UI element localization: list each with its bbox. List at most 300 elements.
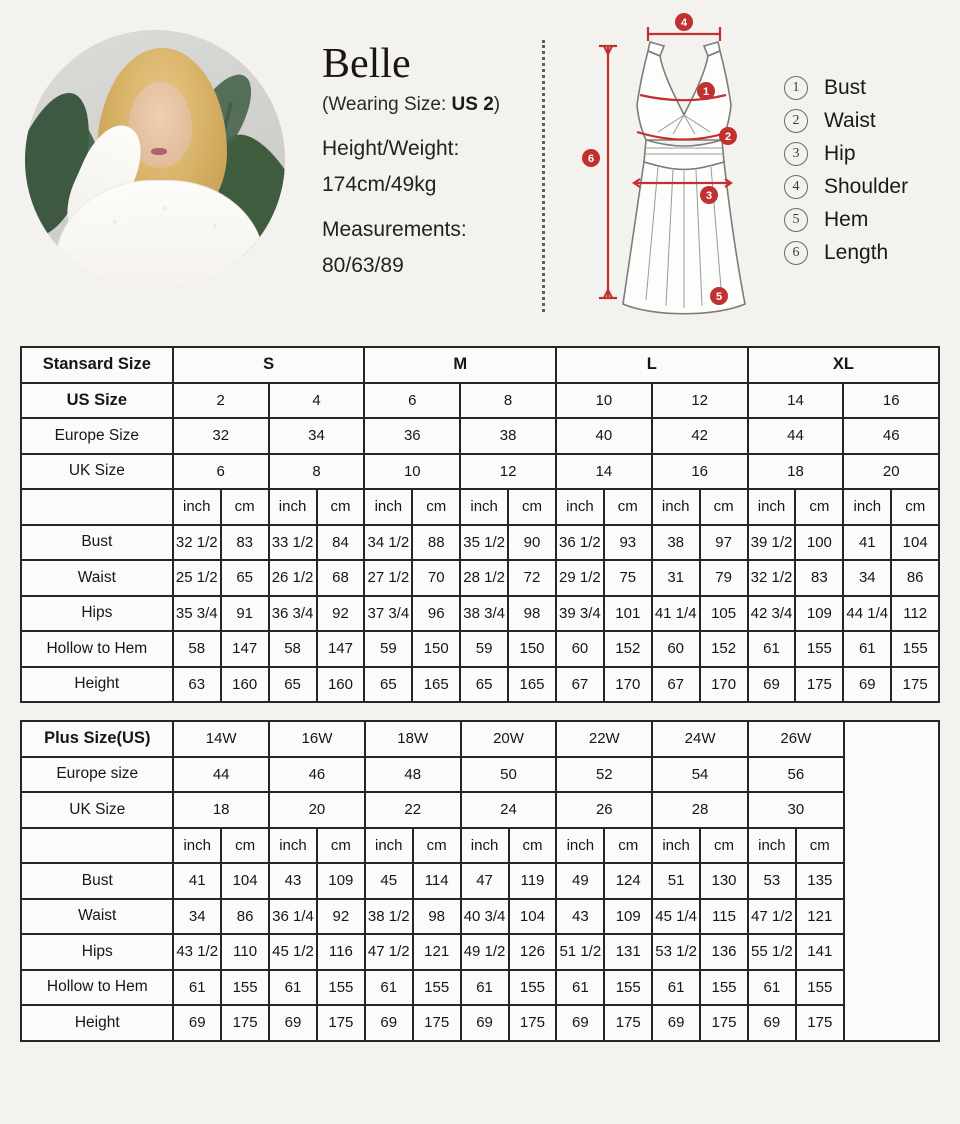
- measure-value: 37 3/4: [364, 596, 412, 632]
- svg-text:4: 4: [680, 17, 688, 29]
- unit-header: cm: [221, 828, 269, 864]
- legend-number-icon: 3: [784, 142, 808, 166]
- measure-value: 155: [413, 970, 461, 1006]
- measure-value: 175: [317, 1005, 365, 1041]
- measure-value: 68: [317, 560, 365, 596]
- measurements-value: 80/63/89: [322, 254, 404, 278]
- unit-header: inch: [843, 489, 891, 525]
- wearing-size-prefix: (Wearing Size:: [322, 94, 452, 116]
- europe-size-value: 48: [365, 757, 461, 793]
- model-info-block: [322, 42, 537, 278]
- uk-size-value: 12: [460, 454, 556, 490]
- measure-value: 61: [269, 970, 317, 1006]
- measure-value: 41 1/4: [652, 596, 700, 632]
- table-row: [21, 596, 939, 632]
- us-size-value: 16: [843, 383, 939, 419]
- svg-text:1: 1: [702, 86, 710, 98]
- measure-value: 92: [317, 899, 365, 935]
- us-size-value: 8: [460, 383, 556, 419]
- measure-value: 32 1/2: [748, 560, 796, 596]
- measure-value: 155: [796, 970, 844, 1006]
- plus-size-value: 18W: [365, 721, 461, 757]
- uk-size-value: 14: [556, 454, 652, 490]
- measure-value: 97: [700, 525, 748, 561]
- measure-value: 65: [460, 667, 508, 703]
- measure-value: 160: [221, 667, 269, 703]
- measure-value: 61: [748, 970, 796, 1006]
- unit-header: cm: [508, 489, 556, 525]
- unit-header: inch: [269, 828, 317, 864]
- uk-size-label: UK Size: [21, 792, 173, 828]
- legend-item: [784, 175, 908, 199]
- uk-size-value: 26: [556, 792, 652, 828]
- plus-size-title: Plus Size(US): [21, 721, 173, 757]
- measure-row-label: Bust: [21, 863, 173, 899]
- measure-value: 104: [891, 525, 939, 561]
- table-row: [21, 721, 938, 757]
- measure-value: 155: [221, 970, 269, 1006]
- measure-value: 39 1/2: [748, 525, 796, 561]
- height-weight-label: Height/Weight:: [322, 137, 460, 161]
- brand-title: Belle: [322, 41, 411, 87]
- measure-value: 34: [173, 899, 221, 935]
- plus-size-value: 24W: [652, 721, 748, 757]
- wearing-size-line: [322, 94, 537, 116]
- unit-header: cm: [317, 828, 365, 864]
- measure-value: 101: [604, 596, 652, 632]
- measure-value: 61: [173, 970, 221, 1006]
- plus-size-value: 16W: [269, 721, 365, 757]
- measure-value: 150: [508, 631, 556, 667]
- svg-text:6: 6: [587, 153, 595, 165]
- measure-value: 69: [365, 1005, 413, 1041]
- measure-value: 75: [604, 560, 652, 596]
- measure-value: 92: [317, 596, 365, 632]
- measure-value: 38: [652, 525, 700, 561]
- legend-item: [784, 109, 908, 133]
- europe-size-value: 38: [460, 418, 556, 454]
- legend-item: [784, 241, 908, 265]
- measure-value: 170: [700, 667, 748, 703]
- measure-value: 69: [461, 1005, 509, 1041]
- wearing-size-suffix: ): [493, 94, 501, 116]
- measure-value: 155: [795, 631, 843, 667]
- size-group-header: XL: [748, 347, 940, 383]
- measure-value: 36 1/2: [556, 525, 604, 561]
- measure-value: 165: [412, 667, 460, 703]
- empty-trailing-column: [844, 721, 939, 1041]
- measure-value: 33 1/2: [269, 525, 317, 561]
- measure-value: 36 1/4: [269, 899, 317, 935]
- legend-number-icon: 5: [784, 208, 808, 232]
- measure-value: 61: [652, 970, 700, 1006]
- legend-label: Bust: [824, 76, 867, 99]
- measure-value: 93: [604, 525, 652, 561]
- measurements-label: Measurements:: [322, 218, 467, 242]
- uk-size-value: 6: [173, 454, 269, 490]
- measure-value: 155: [317, 970, 365, 1006]
- measure-value: 116: [317, 934, 365, 970]
- us-size-value: 4: [269, 383, 365, 419]
- uk-size-value: 8: [269, 454, 365, 490]
- measure-value: 41: [843, 525, 891, 561]
- measure-value: 84: [317, 525, 365, 561]
- measure-value: 58: [269, 631, 317, 667]
- unit-header: inch: [556, 489, 604, 525]
- measure-value: 121: [796, 899, 844, 935]
- table-row: [21, 418, 939, 454]
- measure-value: 29 1/2: [556, 560, 604, 596]
- measure-value: 59: [364, 631, 412, 667]
- measure-value: 119: [509, 863, 557, 899]
- measure-value: 126: [509, 934, 557, 970]
- measure-value: 45: [365, 863, 413, 899]
- table-row: [21, 757, 938, 793]
- measure-value: 69: [173, 1005, 221, 1041]
- table-row: [21, 970, 938, 1006]
- measure-value: 43: [556, 899, 604, 935]
- measure-value: 109: [604, 899, 652, 935]
- measure-value: 55 1/2: [748, 934, 796, 970]
- europe-size-label: Europe Size: [21, 418, 173, 454]
- us-size-value: 14: [748, 383, 844, 419]
- measure-value: 86: [221, 899, 269, 935]
- table-row: [21, 792, 938, 828]
- measure-value: 45 1/4: [652, 899, 700, 935]
- measure-value: 175: [796, 1005, 844, 1041]
- uk-size-value: 10: [364, 454, 460, 490]
- unit-header: cm: [412, 489, 460, 525]
- unit-header: cm: [221, 489, 269, 525]
- table-row: [21, 631, 939, 667]
- measure-value: 28 1/2: [460, 560, 508, 596]
- us-size-value: 10: [556, 383, 652, 419]
- measure-value: 53 1/2: [652, 934, 700, 970]
- measure-value: 41: [173, 863, 221, 899]
- unit-header: cm: [795, 489, 843, 525]
- measure-value: 175: [221, 1005, 269, 1041]
- unit-header: inch: [461, 828, 509, 864]
- uk-size-value: 22: [365, 792, 461, 828]
- measure-value: 39 3/4: [556, 596, 604, 632]
- measure-value: 83: [221, 525, 269, 561]
- measure-value: 121: [413, 934, 461, 970]
- table-row: [21, 667, 939, 703]
- measure-row-label: Hollow to Hem: [21, 631, 173, 667]
- measurement-legend: [784, 76, 908, 274]
- measure-value: 86: [891, 560, 939, 596]
- legend-label: Waist: [824, 109, 876, 132]
- legend-item: [784, 76, 908, 100]
- measure-value: 90: [508, 525, 556, 561]
- measure-value: 36 3/4: [269, 596, 317, 632]
- hero-section: [0, 0, 960, 338]
- measure-value: 109: [317, 863, 365, 899]
- measure-value: 155: [700, 970, 748, 1006]
- table-row: [21, 863, 938, 899]
- measure-value: 175: [700, 1005, 748, 1041]
- measure-value: 152: [700, 631, 748, 667]
- us-size-label: US Size: [21, 383, 173, 419]
- measure-value: 155: [509, 970, 557, 1006]
- measure-value: 175: [509, 1005, 557, 1041]
- europe-size-value: 46: [269, 757, 365, 793]
- size-group-header: M: [364, 347, 556, 383]
- measure-value: 53: [748, 863, 796, 899]
- measure-value: 32 1/2: [173, 525, 221, 561]
- measure-row-label: Height: [21, 667, 173, 703]
- height-weight-value: 174cm/49kg: [322, 173, 437, 197]
- measure-value: 35 1/2: [460, 525, 508, 561]
- measure-value: 60: [556, 631, 604, 667]
- unit-header: cm: [700, 828, 748, 864]
- measure-value: 135: [796, 863, 844, 899]
- wearing-size-value: US 2: [451, 94, 494, 116]
- measure-value: 61: [365, 970, 413, 1006]
- measure-value: 110: [221, 934, 269, 970]
- unit-header: cm: [796, 828, 844, 864]
- legend-label: Shoulder: [824, 175, 909, 198]
- measure-value: 175: [795, 667, 843, 703]
- measure-row-label: Height: [21, 1005, 173, 1041]
- measure-value: 152: [604, 631, 652, 667]
- unit-header: inch: [652, 489, 700, 525]
- table-row: [21, 525, 939, 561]
- dotted-divider: [542, 40, 545, 312]
- unit-header: cm: [604, 489, 652, 525]
- measure-value: 61: [748, 631, 796, 667]
- measure-value: 61: [843, 631, 891, 667]
- measure-value: 45 1/2: [269, 934, 317, 970]
- measure-value: 69: [748, 667, 796, 703]
- legend-item: [784, 208, 908, 232]
- svg-text:3: 3: [705, 190, 713, 202]
- measure-value: 34 1/2: [364, 525, 412, 561]
- table-row: [21, 347, 939, 383]
- measure-value: 69: [556, 1005, 604, 1041]
- us-size-value: 12: [652, 383, 748, 419]
- table-row: [21, 454, 939, 490]
- measure-value: 69: [843, 667, 891, 703]
- measure-value: 67: [556, 667, 604, 703]
- measure-value: 49 1/2: [461, 934, 509, 970]
- measure-value: 150: [412, 631, 460, 667]
- europe-size-value: 44: [173, 757, 269, 793]
- europe-size-label: Europe size: [21, 757, 173, 793]
- unit-header: cm: [891, 489, 939, 525]
- measure-value: 155: [604, 970, 652, 1006]
- us-size-value: 6: [364, 383, 460, 419]
- standard-size-title: Stansard Size: [21, 347, 173, 383]
- legend-number-icon: 1: [784, 76, 808, 100]
- measure-row-label: Waist: [21, 899, 173, 935]
- table-row: [21, 934, 938, 970]
- measure-value: 61: [556, 970, 604, 1006]
- measure-value: 147: [221, 631, 269, 667]
- europe-size-value: 50: [461, 757, 557, 793]
- uk-size-value: 28: [652, 792, 748, 828]
- measure-value: 83: [795, 560, 843, 596]
- unit-header: inch: [652, 828, 700, 864]
- measure-value: 175: [413, 1005, 461, 1041]
- empty-corner: [21, 489, 173, 525]
- plus-size-table: [20, 720, 939, 1042]
- measure-row-label: Hollow to Hem: [21, 970, 173, 1006]
- measure-value: 61: [461, 970, 509, 1006]
- table-row: [21, 489, 939, 525]
- uk-size-value: 18: [748, 454, 844, 490]
- table-row: [21, 828, 938, 864]
- size-group-header: L: [556, 347, 748, 383]
- measure-value: 130: [700, 863, 748, 899]
- measure-value: 40 3/4: [461, 899, 509, 935]
- measure-value: 105: [700, 596, 748, 632]
- europe-size-value: 52: [556, 757, 652, 793]
- measure-value: 65: [364, 667, 412, 703]
- measure-value: 96: [412, 596, 460, 632]
- measure-value: 38 1/2: [365, 899, 413, 935]
- measure-value: 69: [748, 1005, 796, 1041]
- europe-size-value: 32: [173, 418, 269, 454]
- unit-header: cm: [604, 828, 652, 864]
- measure-value: 104: [509, 899, 557, 935]
- unit-header: inch: [365, 828, 413, 864]
- measure-value: 49: [556, 863, 604, 899]
- measure-value: 47 1/2: [748, 899, 796, 935]
- europe-size-value: 54: [652, 757, 748, 793]
- measure-value: 160: [317, 667, 365, 703]
- measure-value: 51: [652, 863, 700, 899]
- measure-value: 98: [413, 899, 461, 935]
- measure-value: 63: [173, 667, 221, 703]
- unit-header: inch: [556, 828, 604, 864]
- measure-value: 91: [221, 596, 269, 632]
- measure-value: 109: [795, 596, 843, 632]
- unit-header: inch: [173, 489, 221, 525]
- measure-value: 98: [508, 596, 556, 632]
- measure-value: 131: [604, 934, 652, 970]
- measure-value: 115: [700, 899, 748, 935]
- measure-value: 34: [843, 560, 891, 596]
- measure-value: 47: [461, 863, 509, 899]
- measure-value: 44 1/4: [843, 596, 891, 632]
- measure-value: 65: [221, 560, 269, 596]
- measure-value: 42 3/4: [748, 596, 796, 632]
- unit-header: cm: [700, 489, 748, 525]
- plus-size-value: 26W: [748, 721, 844, 757]
- measure-value: 31: [652, 560, 700, 596]
- measure-row-label: Waist: [21, 560, 173, 596]
- plus-size-value: 22W: [556, 721, 652, 757]
- europe-size-value: 34: [269, 418, 365, 454]
- measure-value: 124: [604, 863, 652, 899]
- unit-header: inch: [748, 489, 796, 525]
- measure-value: 79: [700, 560, 748, 596]
- measure-value: 60: [652, 631, 700, 667]
- uk-size-value: 20: [843, 454, 939, 490]
- svg-text:2: 2: [724, 131, 732, 143]
- measure-value: 26 1/2: [269, 560, 317, 596]
- measure-row-label: Bust: [21, 525, 173, 561]
- measure-value: 136: [700, 934, 748, 970]
- model-lips: [151, 148, 167, 155]
- unit-header: cm: [413, 828, 461, 864]
- unit-header: inch: [748, 828, 796, 864]
- measure-value: 155: [891, 631, 939, 667]
- measure-value: 69: [269, 1005, 317, 1041]
- measure-value: 88: [412, 525, 460, 561]
- uk-size-value: 24: [461, 792, 557, 828]
- measure-value: 170: [604, 667, 652, 703]
- measure-value: 25 1/2: [173, 560, 221, 596]
- measure-value: 112: [891, 596, 939, 632]
- measure-value: 35 3/4: [173, 596, 221, 632]
- svg-text:5: 5: [715, 291, 723, 303]
- measure-value: 43 1/2: [173, 934, 221, 970]
- measure-value: 69: [652, 1005, 700, 1041]
- uk-size-label: UK Size: [21, 454, 173, 490]
- legend-label: Length: [824, 241, 889, 264]
- measure-value: 65: [269, 667, 317, 703]
- europe-size-value: 36: [364, 418, 460, 454]
- plus-size-value: 20W: [461, 721, 557, 757]
- table-row: [21, 899, 938, 935]
- measure-value: 59: [460, 631, 508, 667]
- uk-size-value: 18: [173, 792, 269, 828]
- measure-value: 67: [652, 667, 700, 703]
- measure-value: 100: [795, 525, 843, 561]
- europe-size-value: 42: [652, 418, 748, 454]
- table-row: [21, 1005, 938, 1041]
- unit-header: cm: [317, 489, 365, 525]
- legend-label: Hem: [824, 208, 869, 231]
- unit-header: inch: [269, 489, 317, 525]
- measure-value: 27 1/2: [364, 560, 412, 596]
- table-row: [21, 560, 939, 596]
- measure-value: 175: [891, 667, 939, 703]
- dress-diagram: [578, 2, 762, 328]
- legend-label: Hip: [824, 142, 856, 165]
- unit-header: inch: [460, 489, 508, 525]
- measure-value: 43: [269, 863, 317, 899]
- measure-row-label: Hips: [21, 934, 173, 970]
- measure-value: 58: [173, 631, 221, 667]
- model-photo: [25, 30, 285, 290]
- table-row: [21, 383, 939, 419]
- uk-size-value: 16: [652, 454, 748, 490]
- unit-header: cm: [509, 828, 557, 864]
- uk-size-value: 30: [748, 792, 844, 828]
- measure-value: 165: [508, 667, 556, 703]
- unit-header: inch: [364, 489, 412, 525]
- measure-value: 38 3/4: [460, 596, 508, 632]
- legend-number-icon: 6: [784, 241, 808, 265]
- measure-value: 104: [221, 863, 269, 899]
- uk-size-value: 20: [269, 792, 365, 828]
- measure-value: 47 1/2: [365, 934, 413, 970]
- unit-header: inch: [173, 828, 221, 864]
- measure-value: 51 1/2: [556, 934, 604, 970]
- europe-size-value: 40: [556, 418, 652, 454]
- measure-row-label: Hips: [21, 596, 173, 632]
- legend-number-icon: 2: [784, 109, 808, 133]
- legend-number-icon: 4: [784, 175, 808, 199]
- europe-size-value: 56: [748, 757, 844, 793]
- measure-value: 147: [317, 631, 365, 667]
- measure-value: 114: [413, 863, 461, 899]
- measure-value: 70: [412, 560, 460, 596]
- europe-size-value: 46: [843, 418, 939, 454]
